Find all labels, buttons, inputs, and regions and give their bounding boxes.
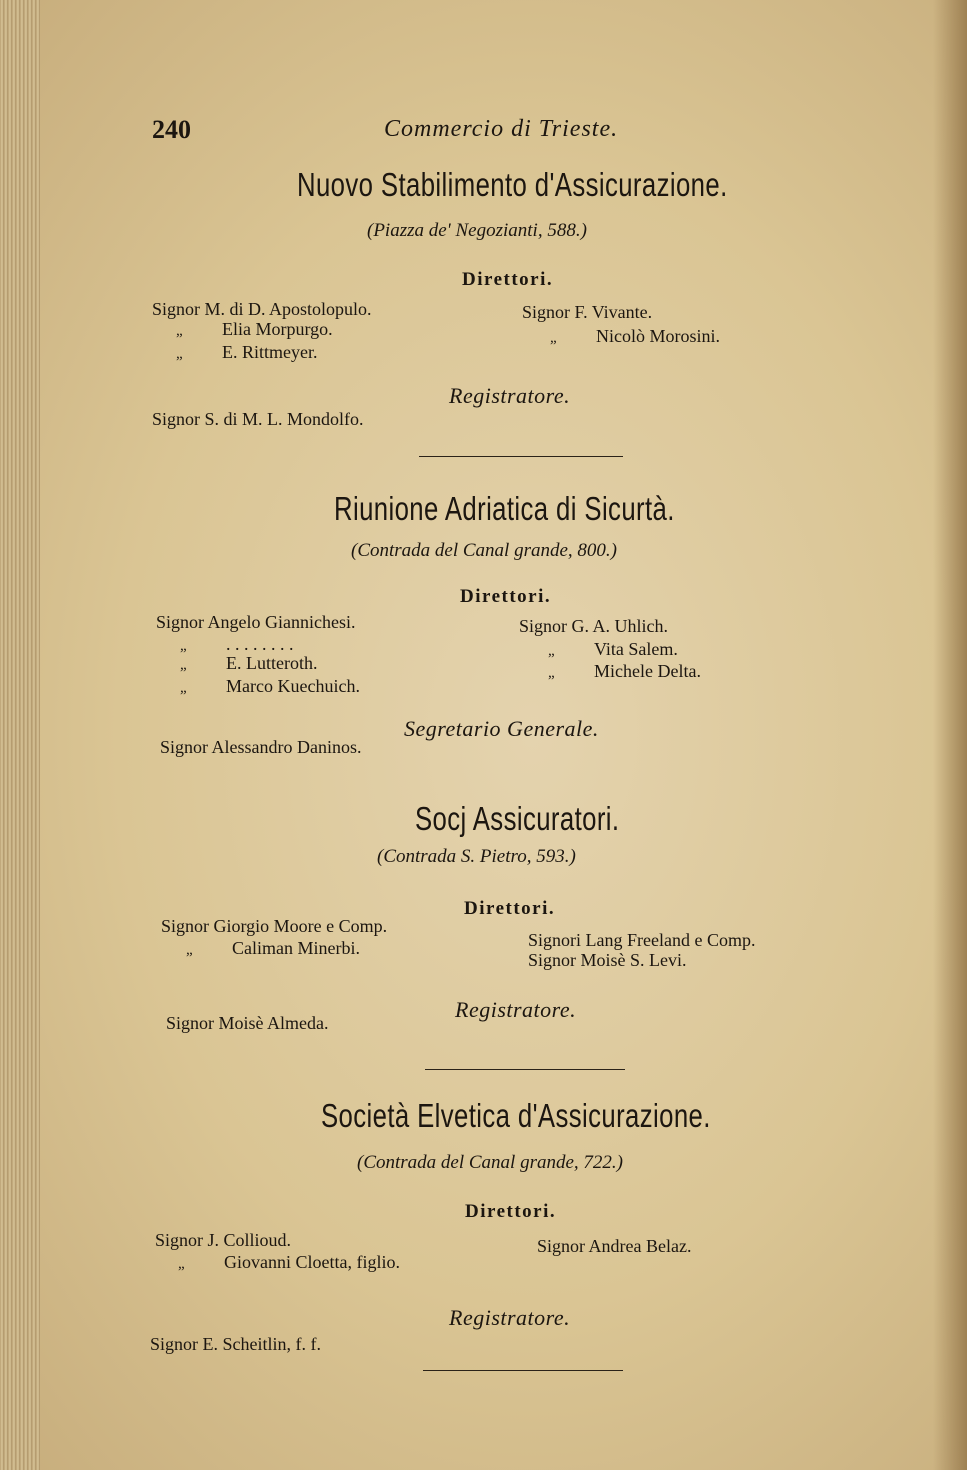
ditto-mark: „ [176,346,183,362]
section-title: Riunione Adriatica di Sicurtà. [334,490,675,527]
section-title: Nuovo Stabilimento d'Assicurazione. [297,166,728,203]
director-name: Signor J. Collioud. [155,1230,292,1250]
role-person: Signor E. Scheitlin, f. f. [150,1334,321,1354]
section-title: Società Elvetica d'Assicurazione. [321,1097,711,1134]
ditto-mark: „ [180,657,187,673]
director-name: „ Giovanni Cloetta, figlio. [178,1252,400,1272]
directors-heading: Direttori. [462,269,554,290]
director-name: Signor Giorgio Moore e Comp. [161,916,388,936]
role-title: Registratore. [449,1305,571,1330]
director-name: „ E. Lutteroth. [180,653,318,673]
directors-heading: Direttori. [465,1201,557,1222]
directors-heading: Direttori. [460,586,552,607]
ditto-mark: „ [178,1256,185,1272]
ditto-mark: „ [548,665,555,681]
section-address: (Contrada del Canal grande, 722.) [357,1152,623,1173]
director-name: Signor G. A. Uhlich. [519,616,669,636]
ditto-mark: „ [176,323,183,339]
director-name: Signor Andrea Belaz. [537,1236,692,1256]
page-number: 240 [152,115,191,144]
director-name: „ Michele Delta. [548,661,701,681]
director-name: „ Nicolò Morosini. [550,326,720,346]
section-address: (Contrada del Canal grande, 800.) [351,540,617,561]
director-name: „ . . . . . . . . [180,634,294,654]
director-name: Signor Angelo Giannichesi. [156,612,356,632]
role-title: Registratore. [455,997,577,1022]
director-name: Signori Lang Freeland e Comp. [528,930,756,950]
director-name: „ Vita Salem. [548,639,678,659]
ditto-mark: „ [548,643,555,659]
role-title: Registratore. [449,383,571,408]
page-gutter-shadow [933,0,967,1470]
ditto-mark: „ [186,942,193,958]
section-address: (Piazza de' Negozianti, 588.) [367,220,587,241]
section-title: Socj Assicuratori. [415,800,620,837]
section-divider [419,456,623,457]
director-name: „ E. Rittmeyer. [176,342,318,362]
director-name: Signor M. di D. Apostolopulo. [152,299,372,319]
role-person: Signor S. di M. L. Mondolfo. [152,409,364,429]
director-name: „ Elia Morpurgo. [176,319,333,339]
running-title: Commercio di Trieste. [384,116,619,142]
section-divider [423,1370,623,1371]
director-name: Signor F. Vivante. [522,302,653,322]
ditto-mark: „ [180,638,187,654]
section-divider [425,1069,625,1070]
role-person: Signor Moisè Almeda. [166,1013,329,1033]
director-name: „ Caliman Minerbi. [186,938,360,958]
role-title: Segretario Generale. [404,716,599,741]
directors-heading: Direttori. [464,898,556,919]
section-address: (Contrada S. Pietro, 593.) [377,846,576,867]
ditto-mark: „ [550,330,557,346]
role-person: Signor Alessandro Daninos. [160,737,362,757]
director-name: „ Marco Kuechuich. [180,676,360,696]
page-stack-edge [0,0,40,1470]
director-name: Signor Moisè S. Levi. [528,950,687,970]
ditto-mark: „ [180,680,187,696]
